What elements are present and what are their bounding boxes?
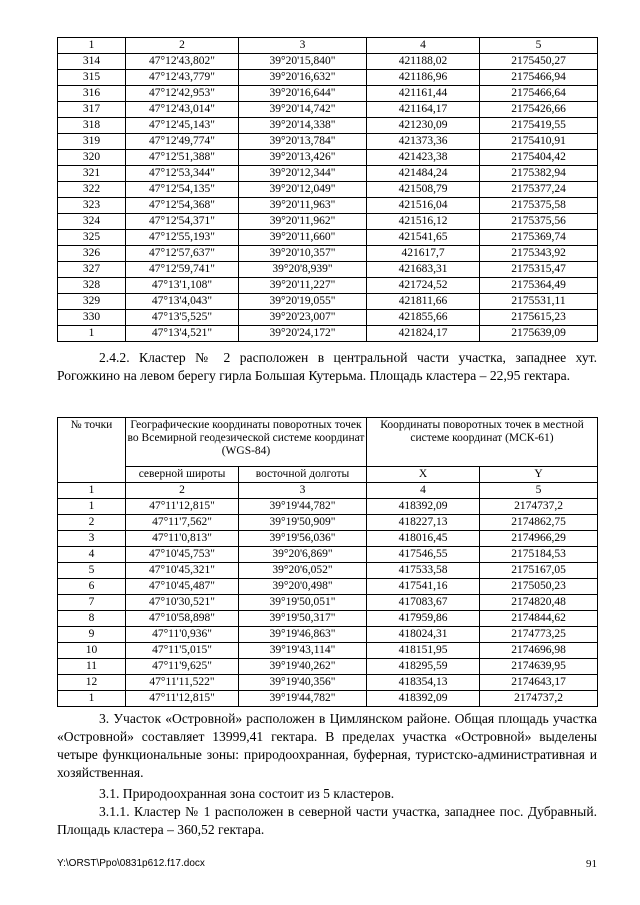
table-cell: 39°20'11,963": [239, 198, 367, 214]
table-cell: 47°12'54,371": [126, 214, 239, 230]
table-cell: 39°20'15,840": [239, 54, 367, 70]
table-cell: 328: [58, 278, 126, 294]
table-cell: 47°11'9,625": [126, 659, 239, 675]
table-row: [58, 118, 598, 134]
column-index: 2: [126, 38, 239, 54]
table-cell: 326: [58, 246, 126, 262]
table-row: [58, 659, 598, 675]
table-cell: 39°20'19,055": [239, 294, 367, 310]
table-row: [58, 182, 598, 198]
table-cell: 39°20'11,660": [239, 230, 367, 246]
table-cell: 2175343,92: [480, 246, 598, 262]
table-cell: 2175410,91: [480, 134, 598, 150]
table-cell: 47°11'12,815": [126, 499, 239, 515]
coordinates-table-cluster-2: [57, 417, 598, 707]
table-cell: 2: [58, 515, 126, 531]
table-cell: 421161,44: [367, 86, 480, 102]
table-cell: 47°12'43,802": [126, 54, 239, 70]
table-row: [58, 134, 598, 150]
table-cell: 2175531,11: [480, 294, 598, 310]
table-cell: 421683,31: [367, 262, 480, 278]
table-cell: 2175382,94: [480, 166, 598, 182]
table-cell: 39°20'13,784": [239, 134, 367, 150]
table-cell: 47°11'12,815": [126, 691, 239, 707]
table-row: [58, 563, 598, 579]
table-cell: 47°12'55,193": [126, 230, 239, 246]
table-cell: 2175315,47: [480, 262, 598, 278]
table-cell: 47°10'45,487": [126, 579, 239, 595]
table-cell: 418151,95: [367, 643, 480, 659]
table-cell: 417533,58: [367, 563, 480, 579]
table-cell: 2175639,09: [480, 326, 598, 342]
table-cell: 39°19'50,317": [239, 611, 367, 627]
table-row: [58, 547, 598, 563]
table-cell: 421186,96: [367, 70, 480, 86]
table-row: [58, 70, 598, 86]
table-cell: 321: [58, 166, 126, 182]
subheader-latitude: северной широты: [126, 467, 239, 483]
table-row: [58, 499, 598, 515]
column-index: 3: [239, 38, 367, 54]
table-row: [58, 102, 598, 118]
table-cell: 9: [58, 627, 126, 643]
table-row: [58, 326, 598, 342]
table-cell: 418354,13: [367, 675, 480, 691]
column-index: 3: [239, 483, 367, 499]
table-cell: 39°20'12,049": [239, 182, 367, 198]
nature-protection-zone-heading: 3.1. Природоохранная зона состоит из 5 кластеров.: [99, 786, 395, 801]
cluster-1-description: 3.1.1. Кластер № 1 расположен в северной части участка, западнее пос. Дубравный. Площадь кластера – 360,52 гектара.: [57, 804, 597, 837]
table-cell: 2174696,98: [480, 643, 598, 659]
table-cell: 2175050,23: [480, 579, 598, 595]
coordinates-table-cluster-1-end: [57, 37, 598, 342]
table-cell: 47°12'43,779": [126, 70, 239, 86]
table-row: [58, 198, 598, 214]
table-cell: 39°19'56,036": [239, 531, 367, 547]
table-cell: 39°19'40,356": [239, 675, 367, 691]
table-cell: 39°20'12,344": [239, 166, 367, 182]
table-cell: 329: [58, 294, 126, 310]
table-cell: 2175184,53: [480, 547, 598, 563]
column-index: 5: [480, 483, 598, 499]
table-row: [58, 166, 598, 182]
table-cell: 320: [58, 150, 126, 166]
footer-file-path: Y:\ORST\Ppo\0831p612.f17.docx: [57, 858, 205, 869]
page-number: 91: [586, 858, 597, 870]
table-cell: 2175450,27: [480, 54, 598, 70]
table-cell: 325: [58, 230, 126, 246]
table-cell: 39°20'0,498": [239, 579, 367, 595]
table-cell: 47°12'54,368": [126, 198, 239, 214]
cluster-2-description: 2.4.2. Кластер № 2 расположен в центральной части участка, западнее хут. Рогожкино на левом берегу гирла Большая Кутерьма. Площадь кластера – 22,95 гектара.: [57, 350, 597, 383]
table-cell: 322: [58, 182, 126, 198]
table-cell: 47°11'5,015": [126, 643, 239, 659]
table-cell: 39°20'10,357": [239, 246, 367, 262]
table-cell: 3: [58, 531, 126, 547]
table-cell: 47°13'4,043": [126, 294, 239, 310]
table-cell: 47°12'53,344": [126, 166, 239, 182]
table-cell: 2174643,17: [480, 675, 598, 691]
table-cell: 47°12'49,774": [126, 134, 239, 150]
table-row: [58, 643, 598, 659]
table-cell: 2174737,2: [480, 499, 598, 515]
table-cell: 12: [58, 675, 126, 691]
table-cell: 417959,86: [367, 611, 480, 627]
table-cell: 316: [58, 86, 126, 102]
table-cell: 318: [58, 118, 126, 134]
table-row: [58, 246, 598, 262]
table-cell: 421516,04: [367, 198, 480, 214]
table-cell: 2175615,23: [480, 310, 598, 326]
table-cell: 39°19'43,114": [239, 643, 367, 659]
table-row: [58, 214, 598, 230]
table-cell: 324: [58, 214, 126, 230]
table-cell: 39°19'50,051": [239, 595, 367, 611]
column-index: 4: [367, 38, 480, 54]
table-row: [58, 515, 598, 531]
table-cell: 421188,02: [367, 54, 480, 70]
table-cell: 314: [58, 54, 126, 70]
table-cell: 47°10'45,753": [126, 547, 239, 563]
table-cell: 2174844,62: [480, 611, 598, 627]
table-row: [58, 230, 598, 246]
table-cell: 39°20'6,869": [239, 547, 367, 563]
table-cell: 2174862,75: [480, 515, 598, 531]
table-cell: 327: [58, 262, 126, 278]
table-body: [58, 38, 598, 342]
table-cell: 2174737,2: [480, 691, 598, 707]
table-cell: 2174773,25: [480, 627, 598, 643]
table-cell: 2175419,55: [480, 118, 598, 134]
table-cell: 417546,55: [367, 547, 480, 563]
table-cell: 7: [58, 595, 126, 611]
column-index: 1: [58, 38, 126, 54]
table-cell: 8: [58, 611, 126, 627]
table-cell: 39°19'44,782": [239, 691, 367, 707]
table-cell: 11: [58, 659, 126, 675]
column-index: 4: [367, 483, 480, 499]
table-cell: 39°20'8,939": [239, 262, 367, 278]
site-ostrovnoy-description: 3. Участок «Островной» расположен в Цимлянском районе. Общая площадь участка «Островной» составляет 13999,41 гектара. В пределах участка «Островной» выделены четыре функциональные зоны: природоохранная, буферная, туристско-административная и хозяйственная.: [57, 711, 597, 780]
table-cell: 39°20'23,007": [239, 310, 367, 326]
table-cell: 2175466,64: [480, 86, 598, 102]
table-body: [58, 418, 598, 707]
table-cell: 421617,7: [367, 246, 480, 262]
table-cell: 39°20'16,644": [239, 86, 367, 102]
table-cell: 2174820,48: [480, 595, 598, 611]
table-cell: 2175364,49: [480, 278, 598, 294]
table-cell: 421855,66: [367, 310, 480, 326]
table-cell: 418016,45: [367, 531, 480, 547]
column-index-row: [58, 38, 598, 54]
table-cell: 47°12'42,953": [126, 86, 239, 102]
table-cell: 47°12'54,135": [126, 182, 239, 198]
table-row: [58, 262, 598, 278]
table-cell: 10: [58, 643, 126, 659]
table-cell: 2175375,56: [480, 214, 598, 230]
table-cell: 421508,79: [367, 182, 480, 198]
subheader-longitude: восточной долготы: [239, 467, 367, 483]
column-index: 5: [480, 38, 598, 54]
table-cell: 421484,24: [367, 166, 480, 182]
table-cell: 5: [58, 563, 126, 579]
table-cell: 39°19'46,863": [239, 627, 367, 643]
table-cell: 421230,09: [367, 118, 480, 134]
table-row: [58, 627, 598, 643]
table-row: [58, 595, 598, 611]
table-cell: 47°10'58,898": [126, 611, 239, 627]
table-cell: 317: [58, 102, 126, 118]
table-cell: 421164,17: [367, 102, 480, 118]
table-row: [58, 691, 598, 707]
table-row: [58, 531, 598, 547]
table-cell: 47°11'7,562": [126, 515, 239, 531]
table-cell: 1: [58, 691, 126, 707]
table-cell: 6: [58, 579, 126, 595]
table-cell: 418227,13: [367, 515, 480, 531]
table-row: [58, 310, 598, 326]
table-cell: 39°19'44,782": [239, 499, 367, 515]
table-cell: 39°19'50,909": [239, 515, 367, 531]
subheader-y: Y: [480, 467, 598, 483]
table-cell: 39°20'6,052": [239, 563, 367, 579]
table-cell: 39°20'24,172": [239, 326, 367, 342]
table-cell: 2174966,29: [480, 531, 598, 547]
table-row: [58, 150, 598, 166]
column-index-row: [58, 483, 598, 499]
table-cell: 315: [58, 70, 126, 86]
table-cell: 2175375,58: [480, 198, 598, 214]
table-row: [58, 54, 598, 70]
table-cell: 418295,59: [367, 659, 480, 675]
subheader-x: X: [367, 467, 480, 483]
table-cell: 47°10'45,321": [126, 563, 239, 579]
table-cell: 319: [58, 134, 126, 150]
table-cell: 2174639,95: [480, 659, 598, 675]
table-cell: 39°20'13,426": [239, 150, 367, 166]
table-cell: 47°10'30,521": [126, 595, 239, 611]
table-cell: 47°11'11,522": [126, 675, 239, 691]
table-cell: 1: [58, 499, 126, 515]
table-cell: 417083,67: [367, 595, 480, 611]
table-cell: 47°13'4,521": [126, 326, 239, 342]
table-cell: 418392,09: [367, 691, 480, 707]
table-cell: 418024,31: [367, 627, 480, 643]
table-row: [58, 579, 598, 595]
table-cell: 47°13'5,525": [126, 310, 239, 326]
table-cell: 417541,16: [367, 579, 480, 595]
table-cell: 2175404,42: [480, 150, 598, 166]
table-cell: 47°11'0,936": [126, 627, 239, 643]
table-cell: 1: [58, 326, 126, 342]
table-row: [58, 278, 598, 294]
table-row: [58, 611, 598, 627]
table-cell: 418392,09: [367, 499, 480, 515]
table-cell: 421423,38: [367, 150, 480, 166]
table-cell: 47°13'1,108": [126, 278, 239, 294]
table-cell: 2175369,74: [480, 230, 598, 246]
column-header-geographic-coordinates: Географические координаты поворотных точек во Всемирной геодезической системе координат (WGS-84): [126, 418, 367, 467]
table-cell: 421541,65: [367, 230, 480, 246]
table-cell: 47°12'51,388": [126, 150, 239, 166]
table-cell: 2175466,94: [480, 70, 598, 86]
table-cell: 39°20'14,742": [239, 102, 367, 118]
table-cell: 421724,52: [367, 278, 480, 294]
table-cell: 47°12'57,637": [126, 246, 239, 262]
table-cell: 39°20'11,962": [239, 214, 367, 230]
column-index: 1: [58, 483, 126, 499]
table-cell: 4: [58, 547, 126, 563]
table-cell: 421516,12: [367, 214, 480, 230]
column-index: 2: [126, 483, 239, 499]
table-cell: 2175377,24: [480, 182, 598, 198]
table-cell: 2175426,66: [480, 102, 598, 118]
table-row: [58, 294, 598, 310]
column-header-local-coordinates: Координаты поворотных точек в местной системе координат (МСК-61): [367, 418, 598, 467]
table-cell: 47°12'45,143": [126, 118, 239, 134]
table-cell: 47°11'0,813": [126, 531, 239, 547]
table-cell: 39°20'16,632": [239, 70, 367, 86]
table-cell: 39°20'11,227": [239, 278, 367, 294]
table-row: [58, 675, 598, 691]
table-row: [58, 86, 598, 102]
table-cell: 47°12'43,014": [126, 102, 239, 118]
column-header-point-number: № точки: [58, 418, 126, 483]
table-cell: 421811,66: [367, 294, 480, 310]
table-cell: 421373,36: [367, 134, 480, 150]
table-cell: 47°12'59,741": [126, 262, 239, 278]
table-cell: 39°20'14,338": [239, 118, 367, 134]
table-cell: 421824,17: [367, 326, 480, 342]
table-cell: 323: [58, 198, 126, 214]
table-cell: 330: [58, 310, 126, 326]
table-cell: 39°19'40,262": [239, 659, 367, 675]
table-cell: 2175167,05: [480, 563, 598, 579]
